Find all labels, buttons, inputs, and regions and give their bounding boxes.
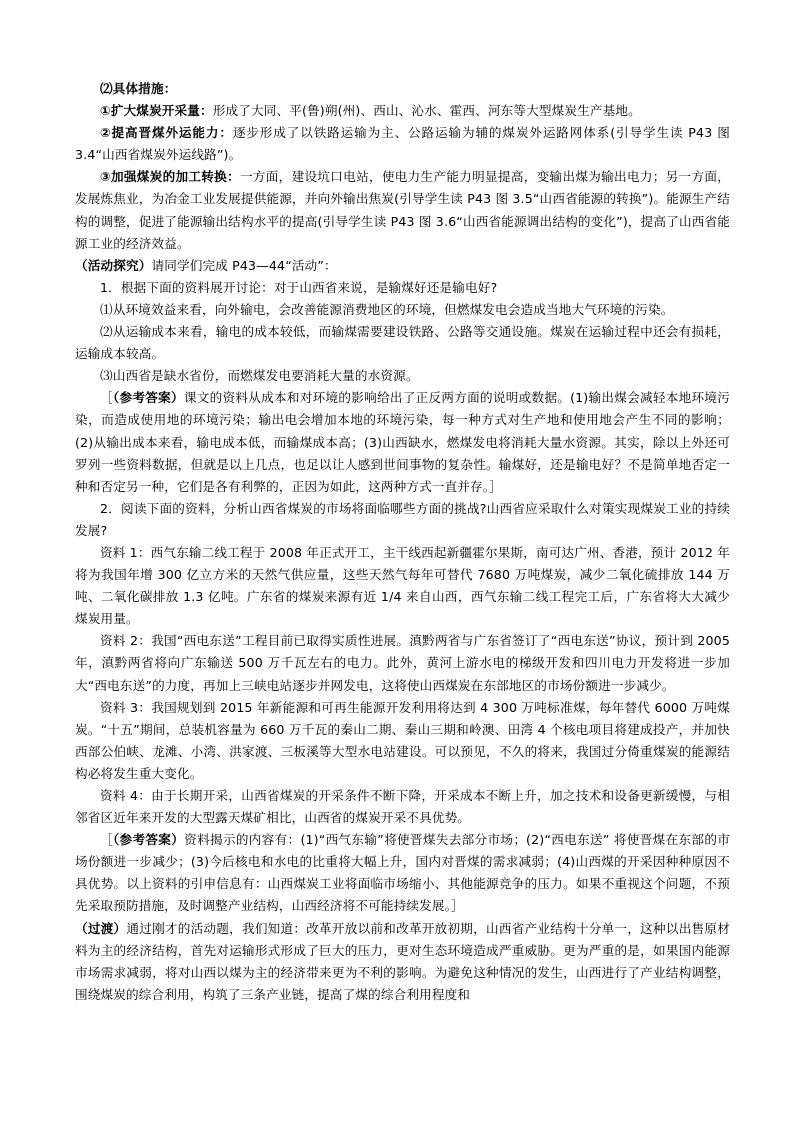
material-1: 资料 1：西气东输二线工程于 2008 年正式开工，主干线西起新疆霍尔果斯，南可达广州、香港，预计 2012 年将为我国年增 300 亿立方米的天然气供应量，这些天然气每年可替代 7680 万吨煤炭，减少二氧化硫排放 144 万吨、二氧化碳排放 1.3 亿吨。广东省的煤炭来源有近 1/4 来自山西，西气东输二线工程完工后，广东省将大大减少煤炭用量。 xyxy=(75,544,730,627)
measure-item-2: ②提高晋煤外运能力：逐步形成了以铁路运输为主、公路运输为辅的煤炭外运路网体系(引导学生读 P43 图 3.4“山西省煤炭外运线路”)。 xyxy=(75,125,730,163)
measure-item-3: ③加强煤炭的加工转换：一方面，建设坑口电站，使电力生产能力明显提高，变输出煤为输出电力；另一方面，发展炼焦业，为冶金工业发展提供能源，并向外输出焦炭(引导学生读 P43 图 3.5“山西省能源的转换”)。能源生产结构的调整，促进了能源输出结构水平的提高(引导学生读 P43 图 3.6“山西省能源调出结构的变化”)，提高了山西省能源工业的经济效益。 xyxy=(75,169,730,251)
measure-item-1: ①扩大煤炭开采量：形成了大同、平(鲁)朔(州)、西山、沁水、霍西、河东等大型煤炭生产基地。 xyxy=(100,103,641,119)
material-2: 资料 2：我国“西电东送”工程目前已取得实质性进展。滇黔两省与广东省签订了“西电东送”协议，预计到 2005 年，滇黔两省将向广东输送 500 万千瓦左右的电力。此外，黄河上游水电的梯级开发和四川电力开发将进一步加大“西电东送”的力度，再加上三峡电站逐步并网发电，这将使山西煤炭在东部地区的市场份额进一步减少。 xyxy=(75,633,730,693)
material-4: 资料 4：由于长期开采，山西省煤炭的开采条件不断下降，开采成本不断上升，加之技术和设备更新缓慢，与相邻省区近年来开发的大型露天煤矿相比，山西省的煤炭开采不具优势。 xyxy=(75,788,730,826)
document-body xyxy=(75,78,730,1006)
question-1-point-1: ⑴从环境效益来看，向外输电，会改善能源消费地区的环境，但燃煤发电会造成当地大气环境的污染。 xyxy=(100,301,674,317)
activity-heading: （活动探究）请同学们完成 P43—44“活动”： xyxy=(75,257,337,273)
question-2-answer: ［（参考答案）资料揭示的内容有：(1)“西气东输”将使晋煤失去部分市场；(2)“西电东送” 将使晋煤在东部的市场份额进一步减少；(3)今后核电和水电的比重将大幅上升，国内对晋煤的需求减弱；(4)山西煤的开采因种种原因不具优势。以上资料的引申信息有：山西煤炭工业将面临市场缩小、其他能源竞争的压力。如果不重视这个问题，不预先采取预防措施，及时调整产业结构，山西经济将不可能持续发展。］ xyxy=(75,832,730,914)
question-1-answer: ［（参考答案）课文的资料从成本和对环境的影响给出了正反两方面的说明或数据。(1)输出煤会减轻本地环境污染，而造成使用地的环境污染；输出电会增加本地的环境污染，每一种方式对生产地和使用地会产生不同的影响；(2)从输出成本来看，输电成本低，而输煤成本高；(3)山西缺水，燃煤发电将消耗大量水资源。其实，除以上外还可罗列一些资料数据，但就是以上几点，也足以让人感到世间事物的复杂性。输煤好，还是输电好？不是简单地否定一种和否定另一种，它们是各有利弊的，正因为如此，这两种方式一直并存。］ xyxy=(75,390,730,494)
material-3: 资料 3：我国规划到 2015 年新能源和可再生能源开发利用将达到 4 300 万吨标准煤，每年替代 6000 万吨煤炭。“十五”期间，总装机容量为 660 万千瓦的秦山二期、秦山三期和岭澳、田湾 4 个核电项目将建成投产，并加快西部公伯峡、龙滩、小湾、洪家渡、三板溪等大型水电站建设。可以预见，不久的将来，我国过分倚重煤炭的能源结构必将发生重大变化。 xyxy=(75,699,730,781)
transition-paragraph: （过渡）通过刚才的活动题，我们知道：改革开放以前和改革开放初期，山西省产业结构十分单一，这种以出售原材料为主的经济结构，首先对运输形式形成了巨大的压力，更对生态环境造成严重威胁。更为严重的是，如果国内能源市场需求减弱，将对山西以煤为主的经济带来更为不利的影响。为避免这种情况的发生，山西进行了产业结构调整，围绕煤炭的综合利用，构筑了三条产业链，提高了煤的综合利用程度和 xyxy=(75,920,730,1002)
measures-heading: ⑵具体措施： xyxy=(100,81,177,96)
activity-question-1: 1．根据下面的资料展开讨论：对于山西省来说，是输煤好还是输电好? xyxy=(100,279,498,295)
activity-question-2: 2．阅读下面的资料，分析山西省煤炭的市场将面临哪些方面的挑战?山西省应采取什么对策实现煤炭工业的持续发展? xyxy=(75,500,730,538)
question-1-point-2: ⑵从运输成本来看，输电的成本较低，而输煤需要建设铁路、公路等交通设施。煤炭在运输过程中还会有损耗，运输成本较高。 xyxy=(75,324,730,362)
question-1-point-3: ⑶山西省是缺水省份，而燃煤发电要消耗大量的水资源。 xyxy=(100,368,419,384)
